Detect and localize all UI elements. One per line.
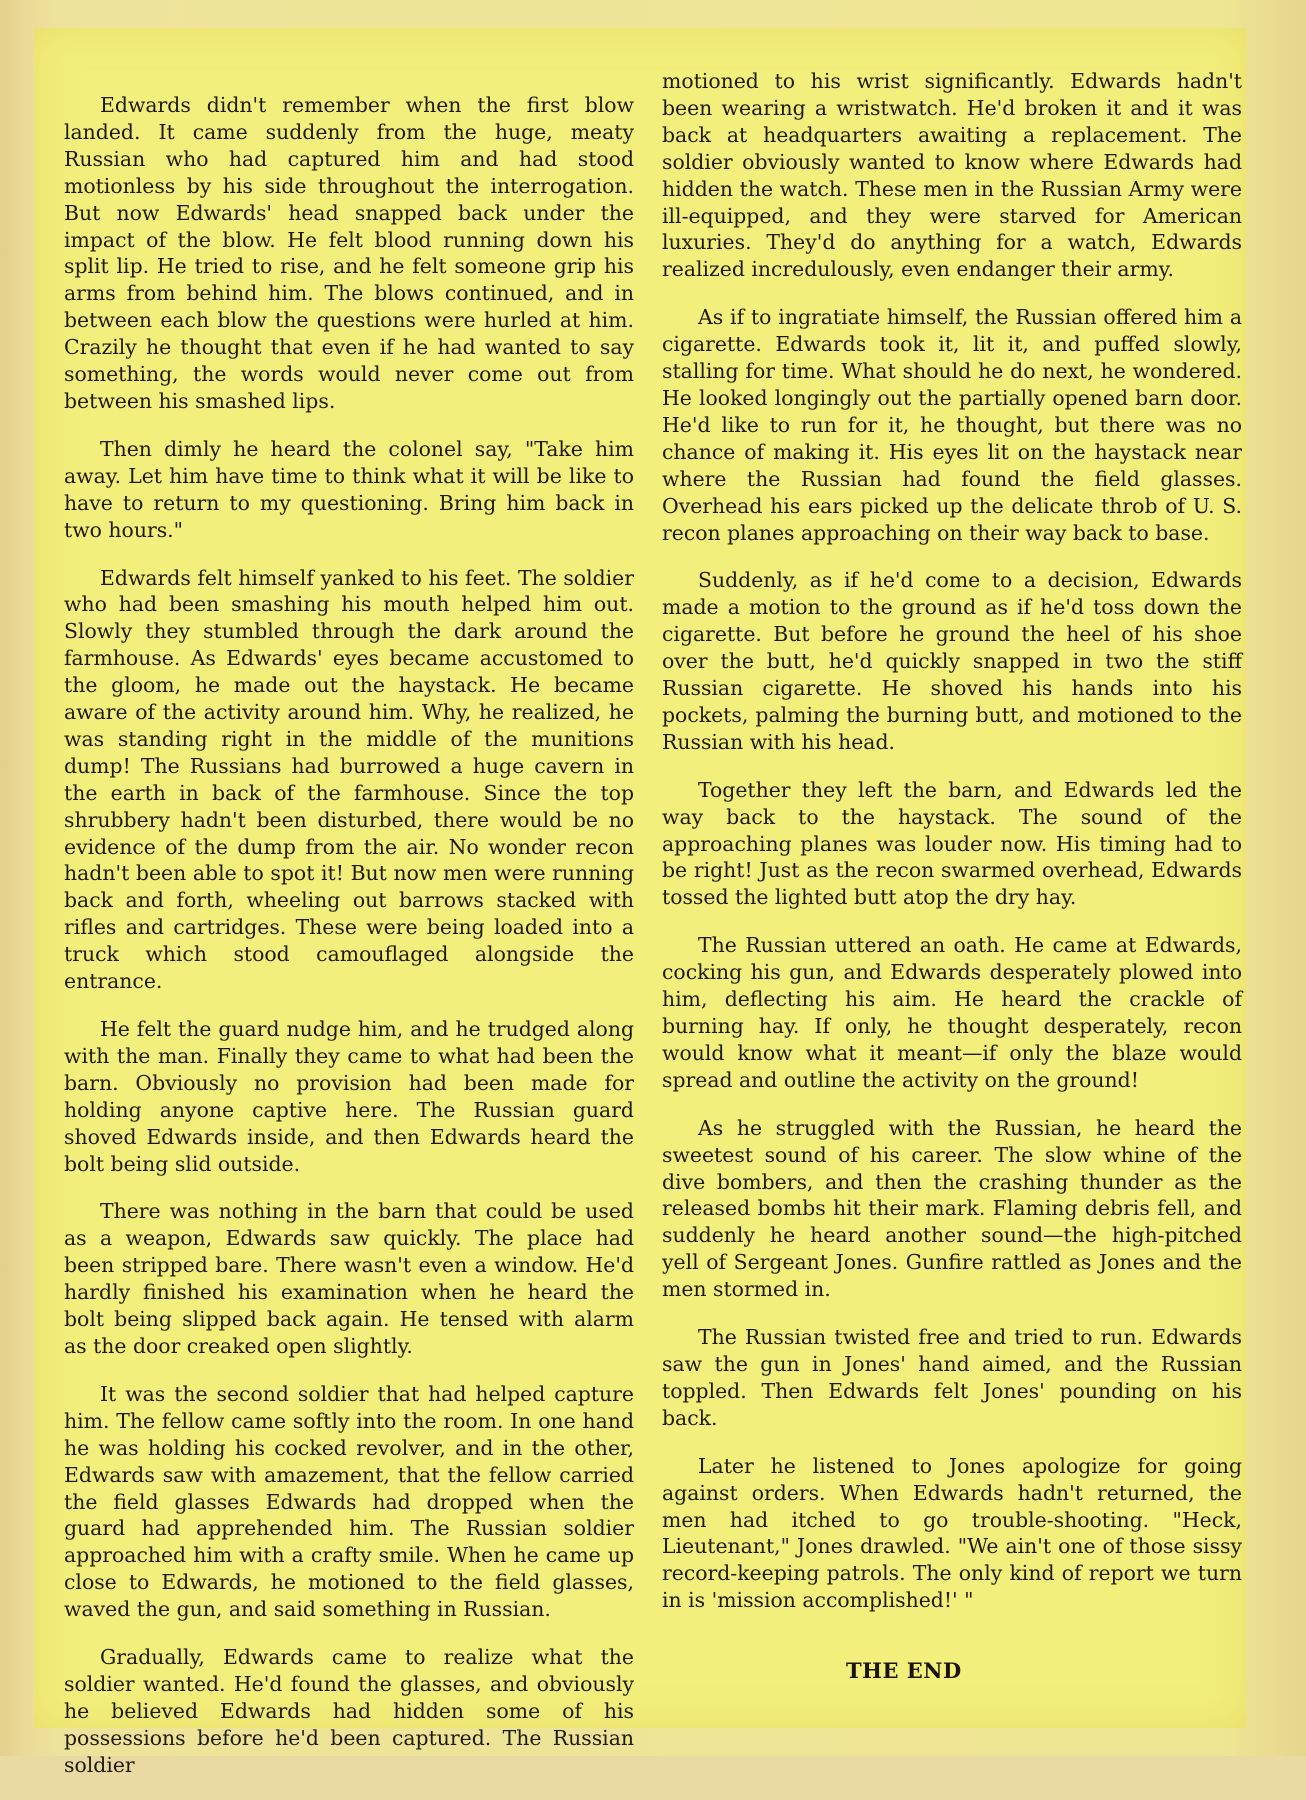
right-column bbox=[662, 68, 1242, 1635]
paragraph: The Russian twisted free and tried to run. Edwards saw the gun in Jones' hand aimed, and the Russian toppled. Then Edwards felt Jones' pounding on his back. bbox=[662, 1325, 1242, 1430]
paragraph: Edwards felt himself yanked to his feet. The soldier who had been smashing his mouth helped him out. Slowly they stumbled through the dark around the farmhouse. As Edwards' eyes became accustomed to the gloom, he made out the haystack. He became aware of the activity around him. Why, he realized, he was standing right in the middle of the munitions dump! The Russians had burrowed a huge cavern in the earth in back of the farmhouse. Since the top shrubbery hadn't been disturbed, there would be no evidence of the dump from the air. No wonder recon hadn't been able to spot it! But now men were running back and forth, wheeling out barrows stacked with rifles and cartridges. These were being loaded into a truck which stood camouflaged alongside the entrance. bbox=[64, 565, 634, 994]
paragraph: It was the second soldier that had helped capture him. The fellow came softly into the room. In one hand he was holding his cocked revolver, and in the other, Edwards saw with amazement, that the fellow carried the field glasses Edwards had dropped when the guard had apprehended him. The Russian soldier approached him with a crafty smile. When he came up close to Edwards, he motioned to the field glasses, waved the gun, and said something in Russian. bbox=[64, 1381, 634, 1622]
left-column bbox=[64, 92, 634, 1800]
paragraph: There was nothing in the barn that could be used as a weapon, Edwards saw quickly. The place had been stripped bare. There wasn't even a window. He'd hardly finished his examination when he heard the bolt being slipped back again. He tensed with alarm as the door creaked open slightly. bbox=[64, 1199, 634, 1358]
paragraph: He felt the guard nudge him, and he trudged along with the man. Finally they came to what had been the barn. Obviously no provision had been made for holding anyone captive here. The Russian guard shoved Edwards inside, and then Edwards heard the bolt being slid outside. bbox=[64, 1017, 634, 1176]
paragraph: Edwards didn't remember when the first blow landed. It came suddenly from the huge, meaty Russian who had captured him and had stood motionless by his side throughout the interrogation. But now Edwards' head snapped back under the impact of the blow. He felt blood running down his split lip. He tried to rise, and he felt someone grip his arms from behind him. The blows continued, and in between each blow the questions were hurled at him. Crazily he thought that even if he had wanted to say something, the words would never come out from between his smashed lips. bbox=[64, 93, 634, 413]
paragraph: The Russian uttered an oath. He came at Edwards, cocking his gun, and Edwards desperately plowed into him, deflecting his aim. He heard the crackle of burning hay. If only, he thought desperately, recon would know what it meant—if only the blaze would spread and outline the activity on the ground! bbox=[662, 933, 1242, 1092]
paragraph: motioned to his wrist significantly. Edwards hadn't been wearing a wristwatch. He'd broken it and it was back at headquarters awaiting a replacement. The soldier obviously wanted to know where Edwards had hidden the watch. These men in the Russian Army were ill-equipped, and they were starved for American luxuries. They'd do anything for a watch, Edwards realized incredulously, even endanger their army. bbox=[662, 69, 1242, 282]
paragraph: Suddenly, as if he'd come to a decision, Edwards made a motion to the ground as if he'd toss down the cigarette. But before he ground the heel of his shoe over the butt, he'd quickly snapped in two the stiff Russian cigarette. He shoved his hands into his pockets, palming the burning butt, and motioned to the Russian with his head. bbox=[662, 568, 1242, 754]
paragraph: Later he listened to Jones apologize for going against orders. When Edwards hadn't returned, the men had itched to go trouble-shooting. "Heck, Lieutenant," Jones drawled. "We ain't one of those sissy record-keeping patrols. The only kind of report we turn in is 'mission accomplished!' " bbox=[662, 1453, 1242, 1613]
text-panel bbox=[34, 28, 1246, 1777]
paragraph: As if to ingratiate himself, the Russian offered him a cigarette. Edwards took it, lit it, and puffed slowly, stalling for time. What should he do next, he wondered. He looked longingly out the partially opened barn door. He'd like to run for it, he thought, but there was no chance of making it. His eyes lit on the haystack near where the Russian had found the field glasses. Overhead his ears picked up the delicate throb of U. S. recon planes approaching on their way back to base. bbox=[662, 305, 1242, 545]
paragraph: Gradually, Edwards came to realize what the soldier wanted. He'd found the glasses, and obviously he believed Edwards had hidden some of his possessions before he'd been captured. The Russian soldier bbox=[64, 1645, 634, 1777]
paragraph: Then dimly he heard the colonel say, "Take him away. Let him have time to think what it will be like to have to return to my questioning. Bring him back in two hours." bbox=[64, 436, 634, 542]
paragraph: Together they left the barn, and Edwards led the way back to the haystack. The sound of the approaching planes was louder now. His timing had to be right! Just as the recon swarmed overhead, Edwards tossed the lighted butt atop the dry hay. bbox=[662, 777, 1242, 910]
the-end-label: THE END bbox=[846, 1658, 962, 1683]
paragraph: As he struggled with the Russian, he heard the sweetest sound of his career. The slow whine of the dive bombers, and then the crashing thunder as the released bombs hit their mark. Flaming debris fell, and suddenly he heard another sound—the high-pitched yell of Sergeant Jones. Gunfire rattled as Jones and the men stormed in. bbox=[662, 1115, 1242, 1302]
